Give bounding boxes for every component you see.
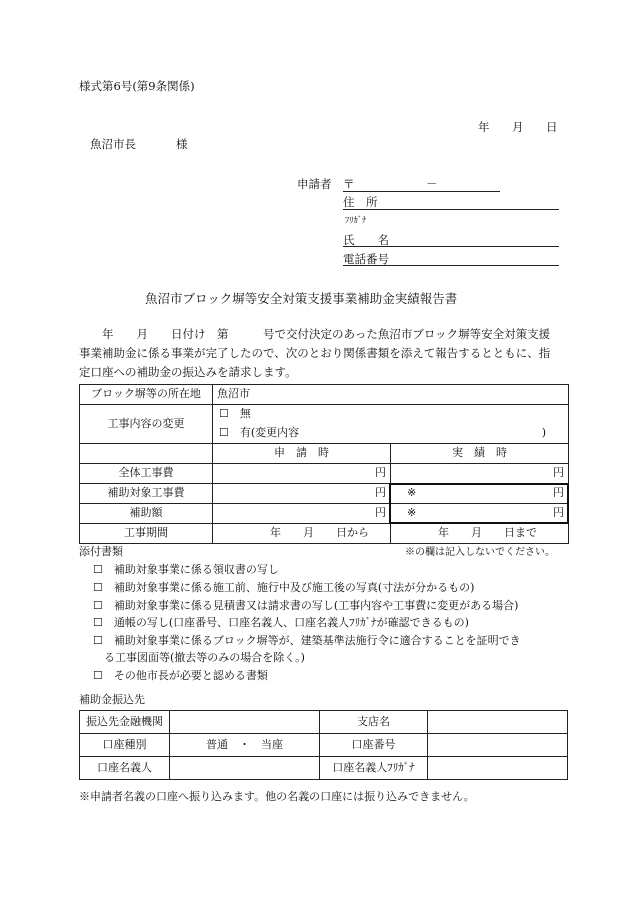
date-month-label: 月 [512,120,524,134]
location-label: ブロック塀等の所在地 [80,385,213,405]
change-close-paren: ) [541,426,546,439]
form-number: 様式第6号(第9条関係) [79,79,195,93]
office-use-note: ※の欄は記入しないでください。 [405,547,555,558]
actual-amount-mark: ※ [407,506,417,520]
name-line[interactable] [343,246,559,247]
addressee-honorific: 様 [176,137,188,151]
account-type-label: 口座種別 [80,734,170,757]
table-row [80,757,568,780]
table-row [80,464,569,484]
bank-table [79,710,568,780]
col-applied-header: 申 請 時 [213,444,391,464]
table-row [80,734,568,757]
bank-heading: 補助金振込先 [79,693,145,706]
phone-line[interactable] [343,265,559,266]
actual-target-unit: 円 [553,486,564,500]
row-label-subsidy-target: 補助対象工事費 [80,484,213,504]
change-label: 工事内容の変更 [80,405,213,444]
date-day-label: 日 [546,120,558,134]
attachment-item-drawings[interactable]: ☐ 補助対象事業に係るブロック塀等が、建築基準法施行令に適合することを証明でき [93,634,521,647]
table-row [80,444,569,464]
period-start[interactable]: 年 月 日から [213,524,391,544]
applied-target-unit: 円 [375,486,386,500]
postal-line[interactable] [343,191,500,192]
address-line[interactable] [343,209,559,210]
applied-total-unit: 円 [375,466,386,480]
institution-input[interactable] [170,711,320,734]
applied-total-cell[interactable] [213,464,391,484]
addressee-name: 魚沼市長 [90,137,136,151]
change-option-yes[interactable]: ☐ 有(変更内容 [219,426,300,439]
applied-target-cell[interactable] [213,484,391,504]
attachments-heading: 添付書類 [79,545,123,558]
postal-mark: 〒 [343,177,355,191]
branch-input[interactable] [428,711,568,734]
period-label: 工事期間 [80,524,213,544]
date-year-label: 年 [478,120,490,134]
actual-total-cell[interactable] [391,464,569,484]
office-use-box [389,483,569,524]
document-title: 魚沼市ブロック塀等安全対策支援事業補助金実績報告書 [145,291,458,306]
intro-paragraph: 年 月 日付け 第 号で交付決定のあった魚沼市ブロック塀等安全対策支援事業補助金に係る事業が完了したので、次のとおり関係書類を添えて報告するとともに、指定口座への補助金の振込みを請求します。 [79,327,551,379]
furigana-label: ﾌﾘｶﾞﾅ [345,216,367,226]
actual-amount-unit: 円 [553,506,564,520]
table-row [80,385,569,405]
postal-dash: － [426,177,438,191]
phone-label: 電話番号 [343,252,389,266]
institution-label: 振込先金融機関 [80,711,170,734]
table-row [80,524,569,544]
applicant-label: 申請者 [297,177,332,191]
row-label-subsidy-amount: 補助額 [80,504,213,524]
attachment-item-receipt[interactable]: ☐ 補助対象事業に係る領収書の写し [93,563,279,576]
account-holder-kana-label: 口座名義人ﾌﾘｶﾞﾅ [320,757,428,780]
actual-total-unit: 円 [553,466,564,480]
account-number-input[interactable] [428,734,568,757]
account-holder-label: 口座名義人 [80,757,170,780]
table-row [80,711,568,734]
actual-target-mark: ※ [407,486,417,500]
account-holder-input[interactable] [170,757,320,780]
col-actual-header: 実 績 時 [391,444,569,464]
header-blank-cell [80,444,213,464]
bank-footnote: ※申請者名義の口座へ振り込みます。他の名義の口座には振り込みできません。 [79,790,475,803]
row-label-total: 全体工事費 [80,464,213,484]
change-options [213,405,569,444]
attachment-item-drawings-cont: る工事図面等(撤去等のみの場合を除く。) [93,651,305,664]
attachment-item-other[interactable]: ☐ その他市長が必要と認める書類 [93,669,268,682]
applied-amount-cell[interactable] [213,504,391,524]
period-end[interactable]: 年 月 日まで [391,524,569,544]
account-number-label: 口座番号 [320,734,428,757]
table-row [80,405,569,444]
applied-amount-unit: 円 [375,506,386,520]
change-option-none[interactable]: ☐ 無 [219,407,251,420]
account-holder-kana-input[interactable] [428,757,568,780]
name-label: 氏 名 [343,233,389,247]
attachment-item-photos[interactable]: ☐ 補助対象事業に係る施工前、施行中及び施工後の写真(寸法が分かるもの) [93,581,475,594]
location-value: 魚沼市 [213,385,569,405]
account-type-value[interactable]: 普通 ・ 当座 [170,734,320,757]
attachment-item-passbook[interactable]: ☐ 通帳の写し(口座番号、口座名義人、口座名義人ﾌﾘｶﾞﾅが確認できるもの) [93,616,469,629]
address-label: 住 所 [343,195,378,209]
branch-label: 支店名 [320,711,428,734]
attachment-item-estimate[interactable]: ☐ 補助対象事業に係る見積書又は請求書の写し(工事内容や工事費に変更がある場合) [93,599,519,612]
